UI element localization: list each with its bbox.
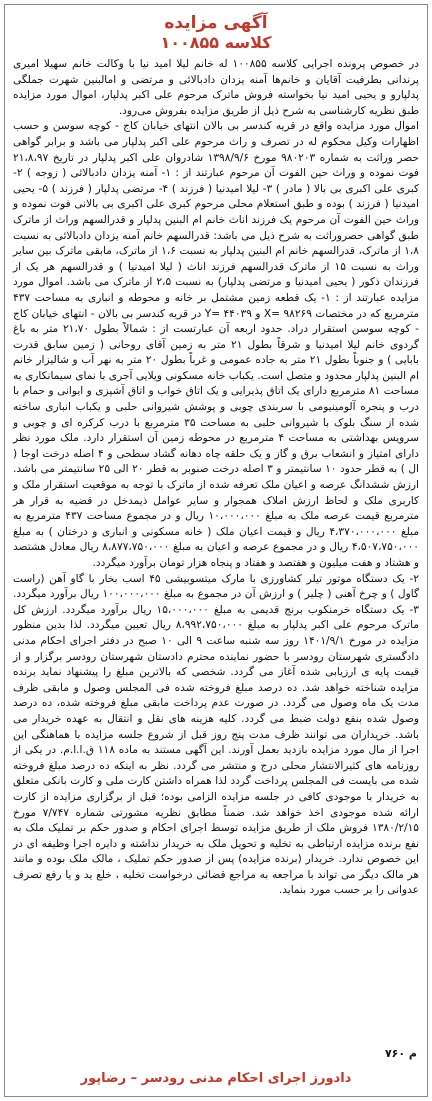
- notice-signature: دادورز اجرای احکام مدنی رودسر – رضاپور: [80, 1071, 352, 1086]
- notice-title: آگهی مزایده: [164, 13, 268, 33]
- notice-frame: [4, 4, 428, 1097]
- notice-header: [5, 5, 427, 53]
- notice-body: [5, 53, 427, 1041]
- notice-case-number: کلاسه ۱۰۰۸۵۵: [160, 33, 272, 52]
- paragraph-property: اموال مورد مزایده واقع در قریه کندسر بی بالان انتهای خیابان کاج - کوچه سوسن و حسب اظهارات وکیل محکوم له در تصرف و راث مرحوم علی اکبر پدلپار می باشد و برابر گواهی حصر وراثت به شماره ۹۸۰۲۰۳ مورخ ۱۳۹۸/۹/۶ شادروان علی اکبر پدلپار در تاریخ ۲۱،۸،۹۷ فوت نموده و وراث حین الفوت آن مرحوم عبارتند از : ۱- آمنه یزدان دادبالائی ( زوجه ) ۲- کبری علی اکبری بی بالا ( مادر ) ۳- لیلا امیدنیا ( فرزند ) ۴- مرتضی پدلپار ( فرزند ) ۵- یحیی امیدنیا ( فرزند ) بوده و طبق استعلام محلی مرحوم کبری علی اکبری بی بالانی فوت نموده و وراث حین الفوت آن مرحوم یک فرزند اناث خانم ام البنین پدلپار و قدرالسهم وراث از ماترک طبق گواهی حصروراثت به شرح ذیل می باشد: قدرالسهم خانم آمنه یزدان دادبالائی به نسبت ۱،۸ از ماترک، قدرالسهم خانم ام البنین پدلپار به نسبت ۱،۶ از ماترک، مابقی ماترک بین سایر وراث به نسبت ۱۵ از ماترک قدرالسهم فرزند اناث ( لیلا امیدنیا ) و قدرالسهم هر یک از فرزندان ذکور ( یحیی امیدنیا و مرتضی پدلپار) به نسبت ۲،۵ از ماترک می باشد. اموال مورد مزایده عبارتند از : ۱- یک قطعه زمین مشتمل بر خانه و محوطه و انباری به مساحت ۴۳۷ مترمربع که در مختصات ۹۸۲۶۹ =X و ۴۴۰۳۹ =Y در قریه کندسر بی بالان - انتهای خیابان کاج - کوچه سوسن استقرار دراد. حدود اربعه آن عبارتست از : شمالاً بطول ۲۱،۷۰ متر به باغ گردوی خانم لیلا امیدنیا و شرقاً بطول ۲۱ متر به زمین آقای روحانی ( زمین سابق قدرت بابایی ) و جنوباً بطول ۲۱ متر به جاده عمومی و غرباً بطول ۲۰ متر به نهر آب و شالیزار خانم ام البنین پدلپار محدود و متصل است. یکباب خانه مسکونی ویلایی آجری با نمای سیمانکاری به مساحت ۸۱ مترمربع دارای یک اتاق پذیرایی و یک اتاق خواب و اتاق آشپزی و ایوانی و حمام با درب و پنجره آلومینیومی با سربندی چوبی و پوشش شیروانی حلبی و یکباب انباری ساخته شده از سنگ بلوک با شیروانی حلبی به مساحت ۳۵ مترمربع با درب کرکره ای و چوبی و سرویس بهداشتی به مساحت ۴ مترمربع در محوطه زمین آن استقرار دارد. ملک مورد نظر دارای امتیاز و انشعاب برق و گاز و یک حلقه چاه دهانه گشاد سطحی و ۴ اصله درخت اوجا ( ال ) به قطر حدود ۱۰ سانتیمتر و ۳ اصله درخت صنوبر به قطر ۲۰ الی ۲۵ سانتیمتر می باشد. ارزش ششدانگ عرصه و اعیان ملک تعرفه شده از ماترک با توجه به موقعیت استقرار ملک و کاربری ملک و لحاظ ارزش املاک همجوار و سایر عوامل ذیمدخل در قضیه به قرار هر مترمربع قیمت عرصه ملک به مبلغ ۱۰،۰۰۰،۰۰۰ ریال و در مجموع مساحت ۴۳۷ مترمربع به مبلغ ۴،۳۷۰،۰۰۰،۰۰۰ ریال و قیمت اعیان ملک ( خانه مسکونی و انباری و درختان ) به مبلغ ۴،۵۰۷،۷۵۰،۰۰۰ ریال و در مجموع عرصه و اعیان به مبلغ ۸،۸۷۷،۷۵۰،۰۰۰ ریال معادل هشتصد و هشتاد و هفت میلیون و هفتصد و هفتاد و پنجاه هزار تومان برآورد میگردد.: [13, 120, 420, 569]
- paragraph-terms: ۲- یک دستگاه موتور تیلر کشاورزی با مارک میتسوبیشی ۴۵ اسب بخار با گاو آهن (راست گاول ) و چرخ آهنی ( چلیر ) و ارزش آن در مجموع به مبلغ ۱۰۰،۰۰۰،۰۰۰ ریال برآورد میگردد. ۳- یک دستگاه خرمنکوب برنج قدیمی به مبلغ ۱۵،۰۰۰،۰۰۰ ریال برآورد میگردد. ارزش کل ماترک مرحوم علی اکبر پدلپار به مبلغ ۸،۹۹۲،۷۵۰،۰۰۰ ریال تعیین میگردد. لذا بدین منظور مزایده در مورخ ۱۴۰۱/۹/۱ روز سه شنبه ساعت ۹ الی ۱۰ صبح در دفتر اجرای احکام مدنی دادگستری شهرستان رودسر با حضور نماینده محترم دادستان شهرستان رودسر برگزار و از قیمت پایه ی ارزیابی شده آغاز می گردد. شخصی که بالاترین مبلغ را پیشنهاد نماید برنده مزایده شناخته خواهد شد. ده درصد مبلغ فروخته شده فی المجلس وصول و مابقی ظرف مدت یک ماه وصول می گردد. در صورت عدم پرداخت مابقی مبلغ فروخته شده، ده درصد وصول شده بنفع دولت ضبط می گردد. کلیه هزینه های نقل و انتقال به عهده خریدار می باشد. خریداران می توانند ظرف مدت پنج روز قبل از شروع جلسه مزایده با هماهنگی این اجرا از مال مورد مزایده بازدید بعمل آورند. این آگهی مستند به ماده ۱۱۸ ق.ا.ا.م. در یکی از روزنامه های کثیرالانتشار محلی درج و منتشر می گردد. نظر به اینکه ده درصد مبلغ فروخته شده می بایست فی المجلس پرداخت گردد لذا همراه داشتن کارت ملی و کارت بانکی متعلق به خریدار با موجودی کافی در جلسه مزایده الزامی بوده؛ قبل از برگزاری مزایده از کارت ارائه شده موجودی اخذ خواهد شد. ضمناً مطابق نظریه مشورتی شماره ۷/۷۴۷ مورخ ۱۳۸۰/۲/۱۵ فروش ملک از طریق مزایده توسط اجرای احکام و صدور حکم بر تملیک ملک به نفع برنده مزایده ارتباطی به تخلیه و تحویل ملک به خریدار نداشته و دایره اجرا وظیفه ای در این خصوص ندارد. خریدار (برنده مزایده) پس از صدور حکم تملیک ، مالک ملک بوده و مانند هر مالک دیگر می تواند با مراجعه به مراجع قضائی درخواست تخلیه ، خلع ید و یا رفع تصرف عدوانی را بر حسب مورد بنماید.: [13, 572, 419, 897]
- notice-code: م ۷۶۰: [384, 1047, 417, 1060]
- paragraph-intro: در خصوص پرونده اجرایی کلاسه ۱۰۰۸۵۵ له خانم لیلا امید نیا با وکالت خانم سهیلا امیری پرندانی بطرفیت آقایان و خانم‌ها آمنه یزدان دادبالائی و مرتضی و امالبنین شهرت جملگی پدلپارو و یحیی امید نیا بخواسته فروش ماترک مرحوم علی اکبر پدلپار، اموال مورد مزایده طبق نظریه کارشناسی به شرح ذیل از طریق مزایده بفروش می‌رود.: [13, 58, 419, 117]
